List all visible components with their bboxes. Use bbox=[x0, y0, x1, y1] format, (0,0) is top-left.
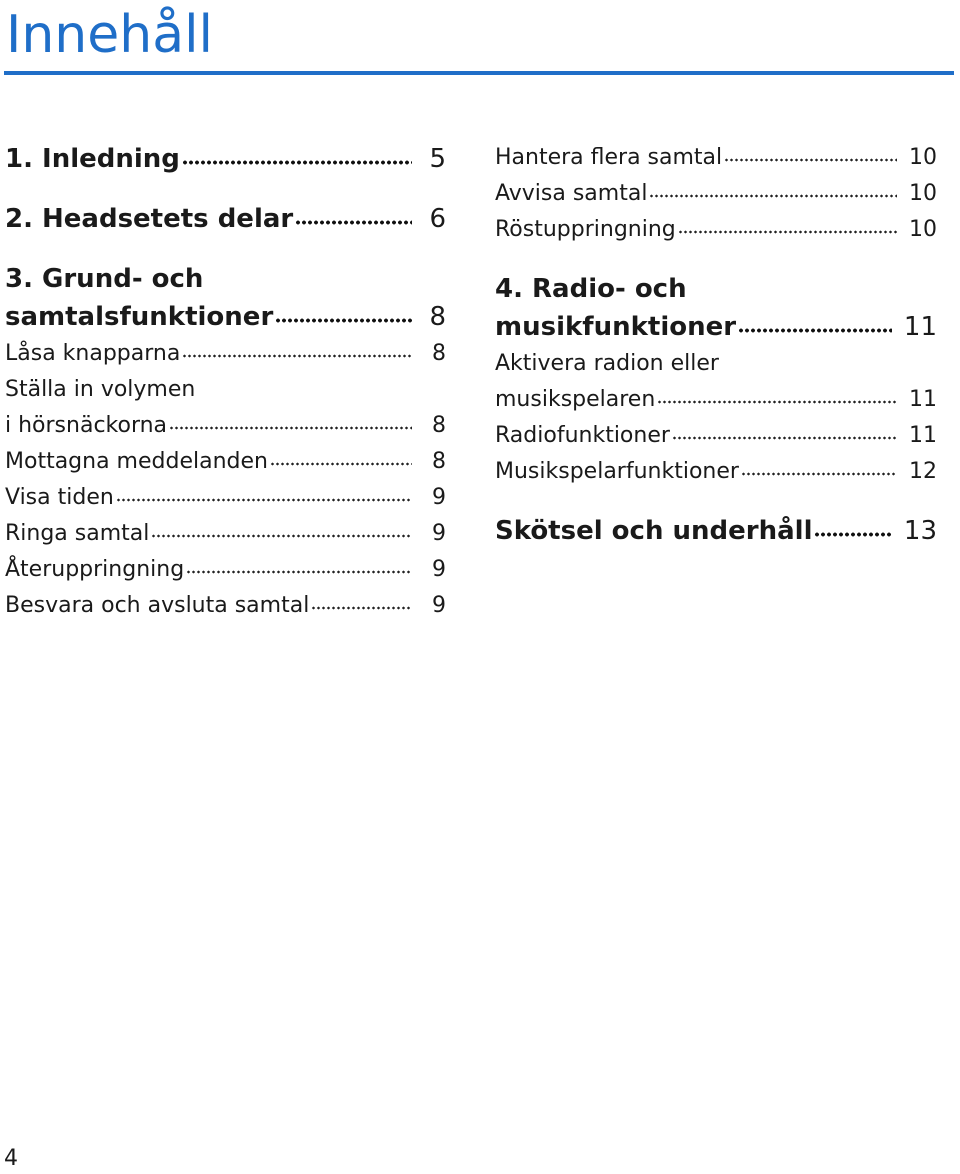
toc-page-number: 8 bbox=[429, 302, 446, 332]
toc-entry-text: Röstuppringning bbox=[495, 217, 676, 242]
toc-subentry[interactable] bbox=[495, 176, 937, 212]
toc-subentry[interactable] bbox=[495, 346, 937, 418]
toc-entry-text: Ringa samtal bbox=[5, 521, 150, 546]
toc-entry-text: 1. Inledning bbox=[5, 144, 180, 174]
toc-subentry[interactable] bbox=[5, 588, 446, 624]
toc-leader-dots bbox=[186, 569, 412, 575]
toc-chapter-entry[interactable] bbox=[5, 140, 446, 178]
toc-subentry[interactable] bbox=[5, 480, 446, 516]
toc-section bbox=[495, 140, 937, 248]
toc-leader-dots bbox=[182, 159, 412, 166]
toc-entry-line bbox=[5, 552, 446, 588]
toc-section bbox=[495, 512, 937, 550]
title-divider bbox=[4, 71, 954, 75]
toc-page-number: 10 bbox=[909, 217, 937, 242]
toc-entry-text: i hörsnäckorna bbox=[5, 413, 168, 438]
toc-subentry[interactable] bbox=[5, 552, 446, 588]
toc-chapter-entry[interactable] bbox=[495, 270, 937, 346]
toc-entry-text: 3. Grund- och bbox=[5, 264, 204, 294]
toc-entry-line bbox=[495, 308, 937, 346]
toc-section bbox=[495, 270, 937, 490]
toc-page-number: 8 bbox=[432, 341, 446, 366]
page-title: Innehåll bbox=[6, 5, 213, 65]
toc-page-number: 12 bbox=[909, 459, 937, 484]
toc-entry-line bbox=[5, 408, 446, 444]
toc-leader-dots bbox=[657, 399, 897, 405]
toc-entry-text: musikspelaren bbox=[495, 387, 656, 412]
toc-subentry[interactable] bbox=[5, 444, 446, 480]
toc-subentry[interactable] bbox=[495, 454, 937, 490]
toc-leader-dots bbox=[724, 157, 897, 163]
toc-entry-line bbox=[5, 516, 446, 552]
toc-leader-dots bbox=[116, 497, 412, 503]
toc-entry-line bbox=[5, 444, 446, 480]
toc-entry-text: 2. Headsetets delar bbox=[5, 204, 294, 234]
toc-section bbox=[5, 140, 446, 178]
toc-leader-dots bbox=[275, 317, 412, 324]
toc-page-number: 10 bbox=[909, 181, 937, 206]
toc-entry-text: Radiofunktioner bbox=[495, 423, 670, 448]
toc-subentry[interactable] bbox=[5, 516, 446, 552]
toc-chapter-entry[interactable] bbox=[5, 200, 446, 238]
toc-page-number: 11 bbox=[909, 387, 937, 412]
toc-entry-line bbox=[5, 480, 446, 516]
toc-entry-text: 4. Radio- och bbox=[495, 274, 687, 304]
toc-entry-text: Hantera flera samtal bbox=[495, 145, 723, 170]
toc-entry-line bbox=[495, 418, 937, 454]
toc-entry-line bbox=[495, 382, 937, 418]
toc-leader-dots bbox=[169, 425, 412, 431]
toc-subentry[interactable] bbox=[495, 140, 937, 176]
toc-entry-text: Ställa in volymen bbox=[5, 377, 196, 402]
toc-entry-text: Låsa knapparna bbox=[5, 341, 181, 366]
toc-leader-dots bbox=[151, 533, 412, 539]
toc-page-number: 6 bbox=[429, 204, 446, 234]
toc-entry-line bbox=[495, 212, 937, 248]
toc-leader-dots bbox=[738, 327, 892, 334]
toc-subentry[interactable] bbox=[495, 212, 937, 248]
toc-entry-line bbox=[5, 298, 446, 336]
toc-entry-text: Besvara och avsluta samtal bbox=[5, 593, 310, 618]
toc-entry-line bbox=[495, 512, 937, 550]
toc-page-number: 8 bbox=[432, 449, 446, 474]
toc-subentry[interactable] bbox=[495, 418, 937, 454]
toc-page-number: 9 bbox=[432, 521, 446, 546]
toc-entry-text: Avvisa samtal bbox=[495, 181, 648, 206]
toc-entry-line bbox=[495, 454, 937, 490]
toc-page-number: 9 bbox=[432, 593, 446, 618]
toc-leader-dots bbox=[311, 605, 412, 611]
toc-page-number: 13 bbox=[903, 516, 937, 546]
toc-entry-line bbox=[495, 176, 937, 212]
toc-right-column bbox=[495, 140, 937, 550]
toc-section bbox=[5, 200, 446, 238]
toc-leader-dots bbox=[270, 461, 412, 467]
toc-leader-dots bbox=[295, 219, 412, 226]
toc-leader-dots bbox=[678, 229, 897, 235]
toc-leader-dots bbox=[182, 353, 412, 359]
toc-entry-text: Återuppringning bbox=[5, 557, 185, 582]
toc-page-number: 9 bbox=[432, 485, 446, 510]
toc-page-number: 9 bbox=[432, 557, 446, 582]
toc-entry-line bbox=[5, 336, 446, 372]
toc-entry-line bbox=[5, 140, 446, 178]
toc-entry-text: Musikspelarfunktioner bbox=[495, 459, 739, 484]
toc-section bbox=[5, 260, 446, 624]
toc-chapter-entry[interactable] bbox=[495, 512, 937, 550]
toc-subentry[interactable] bbox=[5, 336, 446, 372]
toc-page-number: 5 bbox=[429, 144, 446, 174]
toc-entry-text: Skötsel och underhåll bbox=[495, 516, 813, 546]
toc-entry-line bbox=[5, 588, 446, 624]
toc-leader-dots bbox=[672, 435, 897, 441]
toc-leader-dots bbox=[649, 193, 897, 199]
toc-entry-text: Aktivera radion eller bbox=[495, 351, 719, 376]
toc-entry-text: Mottagna meddelanden bbox=[5, 449, 268, 474]
toc-leader-dots bbox=[741, 471, 897, 477]
toc-entry-line bbox=[5, 200, 446, 238]
toc-page-number: 11 bbox=[909, 423, 937, 448]
toc-entry-text: musikfunktioner bbox=[495, 312, 737, 342]
page-number: 4 bbox=[4, 1146, 18, 1171]
toc-entry-text: Visa tiden bbox=[5, 485, 114, 510]
toc-leader-dots bbox=[814, 531, 891, 538]
toc-page-number: 10 bbox=[909, 145, 937, 170]
toc-entry-line bbox=[495, 140, 937, 176]
toc-page-number: 8 bbox=[432, 413, 446, 438]
toc-entry-text: samtalsfunktioner bbox=[5, 302, 274, 332]
toc-left-column bbox=[5, 140, 446, 624]
toc-subentry[interactable] bbox=[5, 372, 446, 444]
toc-page-number: 11 bbox=[903, 312, 937, 342]
toc-chapter-entry[interactable] bbox=[5, 260, 446, 336]
